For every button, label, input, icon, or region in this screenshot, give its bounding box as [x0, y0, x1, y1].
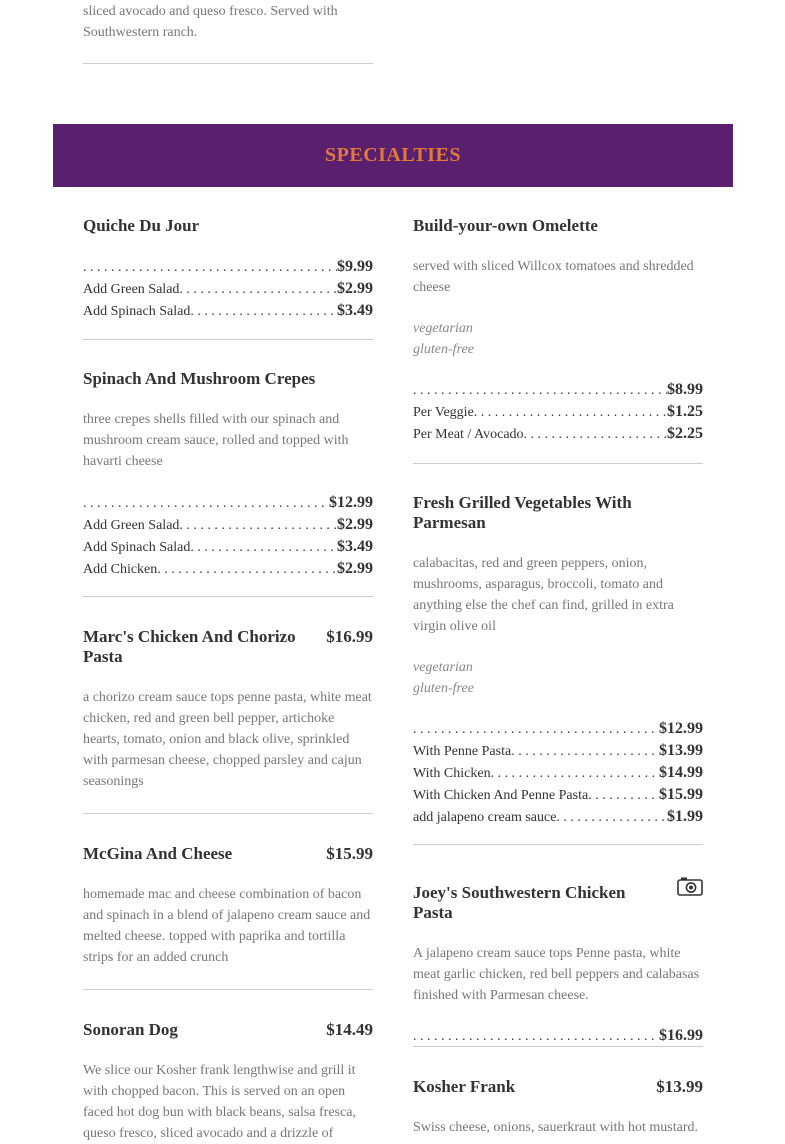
- divider: [413, 844, 703, 845]
- tag-gluten-free: gluten-free: [413, 342, 474, 357]
- divider: [83, 339, 373, 340]
- tag-vegetarian: vegetarian: [413, 660, 473, 675]
- menu-item-grilled-vegetables: [413, 493, 703, 828]
- price: $3.49: [337, 538, 373, 555]
- tag-vegetarian: vegetarian: [413, 321, 473, 336]
- item-title: Fresh Grilled Vegetables With Parmesan: [413, 493, 632, 532]
- price-line: Per Meat / Avocado . . . $2.25: [413, 423, 703, 445]
- price: $13.99: [656, 1077, 703, 1096]
- camera-icon[interactable]: [677, 876, 703, 896]
- item-title: Spinach And Mushroom Crepes: [83, 369, 316, 388]
- price: $16.99: [326, 627, 373, 646]
- dietary-tags: [413, 657, 703, 699]
- price-list: [83, 492, 373, 580]
- item-title: Kosher Frank: [413, 1077, 516, 1096]
- price: $12.99: [659, 720, 703, 737]
- price-line: Add Chicken . . . $2.99: [83, 558, 373, 580]
- price: $2.99: [337, 560, 373, 577]
- item-header: [83, 844, 373, 864]
- price-list: [83, 256, 373, 322]
- divider: [83, 63, 373, 64]
- item-description: A jalapeno cream sauce tops Penne pasta, white meat garlic chicken, red bell peppers and calabasas finished with Parmesan cheese.: [413, 946, 700, 1003]
- menu-item-joeys-pasta: [413, 876, 703, 1047]
- price-line: With Chicken . . . $14.99: [413, 762, 703, 784]
- item-description: three crepes shells filled with our spinach and mushroom cream sauce, rolled and topped with havarti cheese: [83, 412, 349, 469]
- menu-item-kosher-frank: [413, 1077, 703, 1138]
- item-title: Sonoran Dog: [83, 1020, 178, 1039]
- divider: [83, 813, 373, 814]
- price: $14.99: [659, 764, 703, 781]
- menu-item-top-fragment: [83, 1, 373, 43]
- item-title: Marc's Chicken And Chorizo Pasta: [83, 627, 296, 666]
- menu-item-omelette: [413, 216, 703, 445]
- price: $12.99: [329, 494, 373, 511]
- price-line: Add Spinach Salad . . . $3.49: [83, 300, 373, 322]
- price-line: [83, 492, 373, 514]
- section-title: SPECIALTIES: [325, 144, 461, 166]
- item-title: McGina And Cheese: [83, 844, 233, 863]
- price: $14.49: [326, 1020, 373, 1039]
- item-description: served with sliced Willcox tomatoes and shredded cheese: [413, 259, 694, 295]
- price: $2.25: [667, 425, 703, 442]
- price: $8.99: [667, 381, 703, 398]
- tag-gluten-free: gluten-free: [413, 681, 474, 696]
- menu-item-mcgina: [83, 844, 373, 968]
- item-description: calabacitas, red and green peppers, onion, mushrooms, asparagus, broccoli, tomato and anything else the chef can find, grilled in extra virgin olive oil: [413, 556, 674, 634]
- item-title: Joey's Southwestern Chicken Pasta: [413, 883, 626, 922]
- menu-item-chorizo-pasta: [83, 627, 373, 792]
- price: $15.99: [326, 844, 373, 863]
- price-line: Add Green Salad . . . $2.99: [83, 514, 373, 536]
- price: $2.99: [337, 516, 373, 533]
- price: $9.99: [337, 258, 373, 275]
- item-description: a chorizo cream sauce tops penne pasta, white meat chicken, red and green bell pepper, artichoke hearts, tomato, onion and black olive, sprinkled with parmesan cheese, chopped parsley and cajun seasonings: [83, 690, 372, 789]
- menu-item-sonoran-dog: [83, 1020, 373, 1144]
- divider: [83, 596, 373, 597]
- item-header: [83, 627, 373, 667]
- price-line: Add Green Salad . . . $2.99: [83, 278, 373, 300]
- menu-item-crepes: [83, 369, 373, 580]
- item-header: [413, 876, 703, 923]
- price-line: [83, 256, 373, 278]
- price: $1.25: [667, 403, 703, 420]
- price-list: [413, 379, 703, 445]
- item-title: Build-your-own Omelette: [413, 216, 598, 235]
- price-list: [413, 718, 703, 828]
- price: $3.49: [337, 302, 373, 319]
- price-list: [413, 1025, 703, 1047]
- price: $16.99: [659, 1027, 703, 1044]
- price-line: [413, 718, 703, 740]
- price-line: Add Spinach Salad . . . $3.49: [83, 536, 373, 558]
- price-line: [413, 1025, 703, 1047]
- item-title: Quiche Du Jour: [83, 216, 200, 235]
- item-description: Swiss cheese, onions, sauerkraut with hot mustard.: [413, 1120, 699, 1135]
- price-line: add jalapeno cream sauce . . . $1.99: [413, 806, 703, 828]
- divider: [413, 463, 703, 464]
- section-banner: [53, 124, 733, 187]
- price: $1.99: [667, 808, 703, 825]
- divider: [413, 1046, 703, 1047]
- item-description: We slice our Kosher frank lengthwise and grill it with chopped bacon. This is served on an open faced hot dog bun with black beans, salsa fresca, queso fresco, sliced avocado and a drizzle of: [83, 1063, 356, 1141]
- price: $15.99: [659, 786, 703, 803]
- item-header: [83, 1020, 373, 1040]
- item-description: homemade mac and cheese combination of bacon and spinach in a blend of jalapeno cream sauce and melted cheese. topped with paprika and tortilla strips for an added crunch: [83, 887, 371, 965]
- item-header: [413, 1077, 703, 1097]
- price-line: With Chicken And Penne Pasta . . . $15.99: [413, 784, 703, 806]
- price-line: Per Veggie . . . $1.25: [413, 401, 703, 423]
- menu-item-quiche: [83, 216, 373, 322]
- price-line: [413, 379, 703, 401]
- price: $13.99: [659, 742, 703, 759]
- price: $2.99: [337, 280, 373, 297]
- divider: [83, 989, 373, 990]
- item-description: sliced avocado and queso fresco. Served with Southwestern ranch.: [83, 4, 338, 40]
- dietary-tags: [413, 318, 703, 360]
- price-line: With Penne Pasta . . . $13.99: [413, 740, 703, 762]
